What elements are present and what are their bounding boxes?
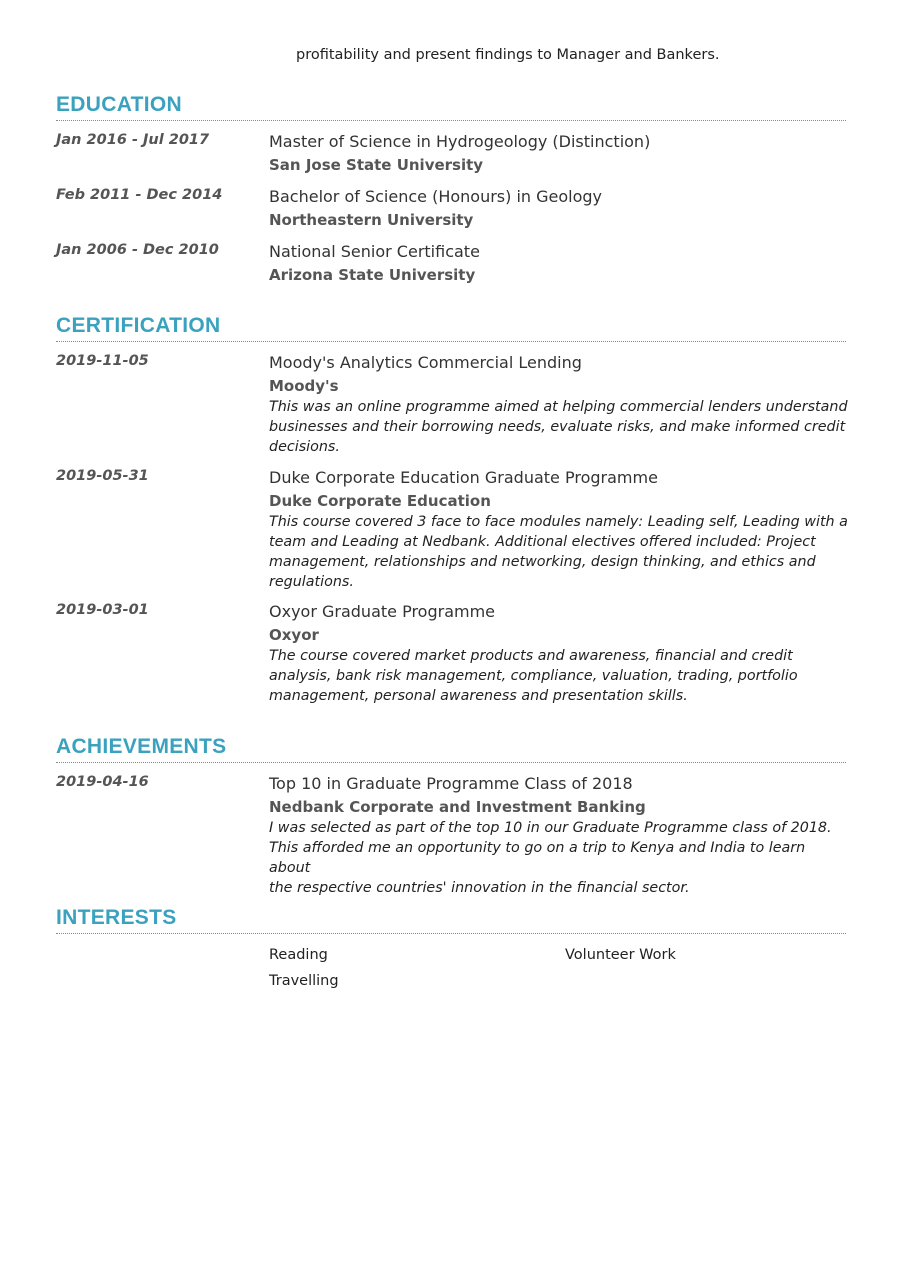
description-line: This was an online programme aimed at helping commercial lenders understand (269, 399, 848, 415)
entry-date: 2019-05-31 (56, 468, 149, 484)
entry-description (269, 512, 849, 592)
entry-org: Oxyor (269, 626, 319, 644)
education-entry (56, 185, 846, 240)
entry-org: Arizona State University (269, 266, 476, 284)
entry-org: Nedbank Corporate and Investment Banking (269, 798, 646, 816)
entry-title: Oxyor Graduate Programme (269, 602, 496, 621)
entry-org: Northeastern University (269, 211, 474, 229)
description-line: decisions. (269, 439, 340, 455)
entry-title: Master of Science in Hydrogeology (Distinction) (269, 132, 651, 151)
entry-title: Bachelor of Science (Honours) in Geology (269, 187, 603, 206)
education-section (56, 92, 846, 295)
description-line: management, personal awareness and presentation skills. (269, 688, 688, 704)
achievement-entry (56, 772, 846, 896)
section-heading: CERTIFICATION (56, 314, 221, 337)
entry-date: Jan 2006 - Dec 2010 (56, 242, 219, 258)
description-line: analysis, bank risk management, compliance, valuation, trading, portfolio (269, 668, 798, 684)
certification-entry (56, 351, 846, 466)
certification-entry (56, 466, 846, 600)
entry-title: Duke Corporate Education Graduate Programme (269, 468, 658, 487)
entry-description (269, 646, 849, 706)
section-divider (56, 341, 846, 342)
entry-date: 2019-11-05 (56, 353, 149, 369)
description-line: I was selected as part of the top 10 in our Graduate Programme class of 2018. (269, 820, 832, 836)
entry-date: Feb 2011 - Dec 2014 (56, 187, 223, 203)
description-line: regulations. (269, 574, 354, 590)
interests-section (56, 905, 846, 994)
description-line: management, relationships and networking, design thinking, and ethics and (269, 554, 816, 570)
section-heading: EDUCATION (56, 93, 182, 116)
entry-date: 2019-03-01 (56, 602, 149, 618)
entry-org: Duke Corporate Education (269, 492, 491, 510)
interest-item: Travelling (269, 973, 339, 989)
entry-date: 2019-04-16 (56, 774, 149, 790)
description-line: This afforded me an opportunity to go on a trip to Kenya and India to learn about (269, 840, 806, 876)
intro-continued-text: profitability and present findings to Manager and Bankers. (296, 47, 720, 63)
education-entry (56, 130, 846, 185)
entry-org: Moody's (269, 377, 339, 395)
section-heading: INTERESTS (56, 906, 177, 929)
entry-title: Moody's Analytics Commercial Lending (269, 353, 582, 372)
certification-section (56, 313, 846, 715)
description-line: This course covered 3 face to face modules namely: Leading self, Leading with a (269, 514, 848, 530)
description-line: businesses and their borrowing needs, evaluate risks, and make informed credit (269, 419, 846, 435)
description-line: the respective countries' innovation in the financial sector. (269, 880, 690, 896)
education-entry (56, 240, 846, 295)
entry-org: San Jose State University (269, 156, 484, 174)
section-divider (56, 762, 846, 763)
entry-title: National Senior Certificate (269, 242, 480, 261)
entry-description (269, 818, 849, 898)
section-divider (56, 120, 846, 121)
achievements-section (56, 734, 846, 896)
entry-title: Top 10 in Graduate Programme Class of 2018 (269, 774, 633, 793)
entry-date: Jan 2016 - Jul 2017 (56, 132, 210, 148)
section-heading: ACHIEVEMENTS (56, 735, 227, 758)
entry-description (269, 397, 849, 457)
interest-item: Reading (269, 947, 328, 963)
interest-item: Volunteer Work (565, 947, 676, 963)
description-line: The course covered market products and awareness, financial and credit (269, 648, 793, 664)
certification-entry (56, 600, 846, 715)
interests-list (269, 934, 846, 994)
description-line: team and Leading at Nedbank. Additional electives offered included: Project (269, 534, 816, 550)
